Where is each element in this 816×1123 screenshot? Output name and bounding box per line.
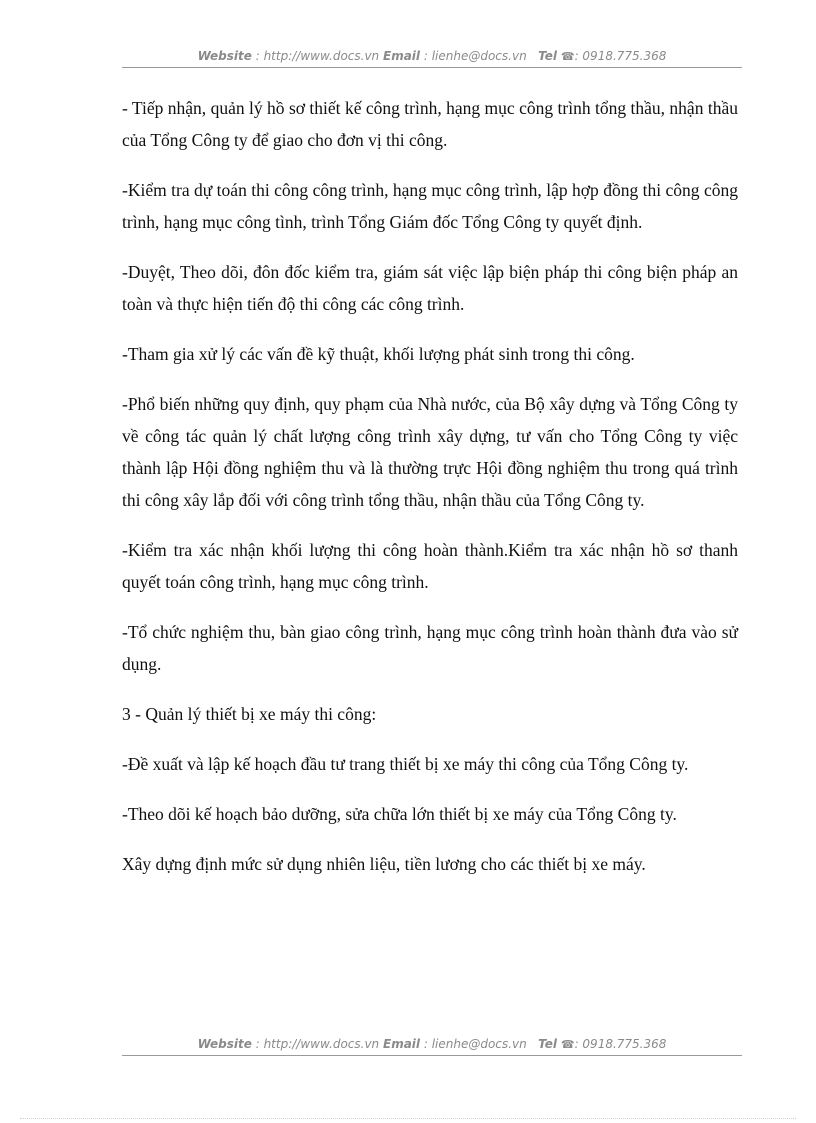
paragraph-approve-monitor: -Duyệt, Theo dõi, đôn đốc kiểm tra, giám sát việc lập biện pháp thi công biện pháp an toàn và thực hiện tiến độ thi công các công trình.: [122, 262, 738, 314]
header-email-value[interactable]: lienhe@docs.vn: [431, 49, 527, 63]
footer-website-sep: :: [251, 1037, 264, 1051]
footer-tel-value: : 0918.775.368: [574, 1037, 667, 1051]
header-website-sep: :: [251, 49, 264, 63]
paragraph-fuel-norms: Xây dựng định mức sử dụng nhiên liệu, tiền lương cho các thiết bị xe máy.: [122, 854, 646, 874]
paragraph-regulations: -Phổ biến những quy định, quy phạm của Nhà nước, của Bộ xây dựng và Tổng Công ty về công tác quản lý chất lượng công trình xây dựng, tư vấn cho Tổng Công ty việc thành lập Hội đồng nghiệm thu và là thường trực Hội đồng nghiệm thu trong quá trình thi công xây lắp đối với công trình tổng thầu, nhận thầu của Tổng Công ty.: [122, 394, 738, 510]
paragraph-maintenance-plan: -Theo dõi kế hoạch bảo dưỡng, sửa chữa lớn thiết bị xe máy của Tổng Công ty.: [122, 804, 677, 824]
footer-email-value[interactable]: lienhe@docs.vn: [431, 1037, 527, 1051]
footer-website-url[interactable]: http://www.docs.vn: [263, 1037, 380, 1051]
footer-email-label: Email: [383, 1037, 421, 1051]
section-heading-equipment: 3 - Quản lý thiết bị xe máy thi công:: [122, 704, 377, 724]
footer-website-label: Website: [197, 1037, 252, 1051]
document-body: [122, 92, 738, 898]
paragraph-investment-plan: -Đề xuất và lập kế hoạch đầu tư trang thiết bị xe máy thi công của Tổng Công ty.: [122, 754, 689, 774]
paragraph-acceptance-handover: -Tổ chức nghiệm thu, bàn giao công trình, hạng mục công trình hoàn thành đưa vào sử dụng.: [122, 622, 738, 674]
header-tel-label: Tel: [538, 49, 558, 63]
header-website-label: Website: [197, 49, 252, 63]
paragraph-verify-volume: -Kiểm tra xác nhận khối lượng thi công hoàn thành.Kiểm tra xác nhận hồ sơ thanh quyết toán công trình, hạng mục công trình.: [122, 540, 738, 592]
footer-tel-label: Tel: [538, 1037, 558, 1051]
page-footer: [122, 1036, 742, 1056]
footer-email-sep: :: [420, 1037, 432, 1051]
paragraph-check-estimates: -Kiểm tra dự toán thi công công trình, hạng mục công trình, lập hợp đồng thi công công trình, hạng mục công tình, trình Tổng Giám đốc Tổng Công ty quyết định.: [122, 180, 738, 232]
paragraph-receive-design-docs: - Tiếp nhận, quản lý hồ sơ thiết kế công trình, hạng mục công trình tổng thầu, nhận thầu của Tổng Công ty để giao cho đơn vị thi công.: [122, 98, 738, 150]
header-website-url[interactable]: http://www.docs.vn: [263, 49, 380, 63]
phone-icon: ☎: [560, 1038, 575, 1051]
page-bottom-divider: [20, 1118, 796, 1119]
header-tel-value: : 0918.775.368: [574, 49, 667, 63]
header-email-sep: :: [420, 49, 432, 63]
page-header: [122, 48, 742, 68]
paragraph-technical-issues: -Tham gia xử lý các vấn đề kỹ thuật, khối lượng phát sinh trong thi công.: [122, 344, 635, 364]
header-email-label: Email: [383, 49, 421, 63]
phone-icon: ☎: [560, 50, 575, 63]
